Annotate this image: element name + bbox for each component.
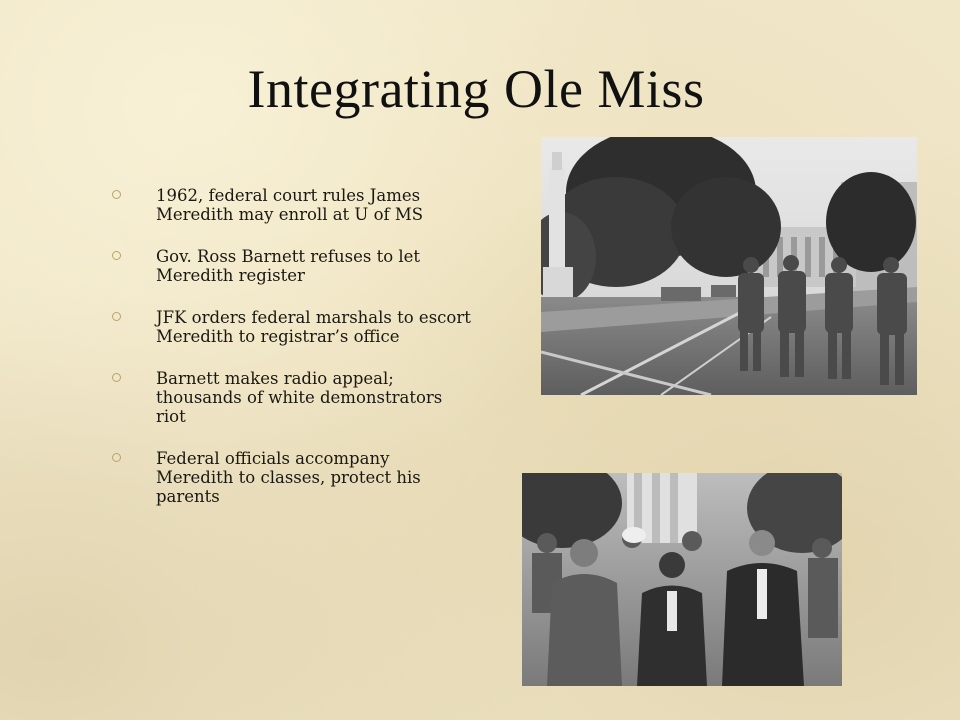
circle-bullet-icon — [112, 373, 121, 382]
bullet-list — [112, 186, 472, 529]
bullet-item — [112, 247, 472, 285]
circle-bullet-icon — [112, 312, 121, 321]
bullet-text: 1962, federal court rules James Meredith may enroll at U of MS — [156, 186, 424, 224]
bullet-text: Federal officials accompany Meredith to classes, protect his parents — [156, 449, 421, 506]
circle-bullet-icon — [112, 251, 121, 260]
circle-bullet-icon — [112, 190, 121, 199]
bullet-text: Gov. Ross Barnett refuses to let Meredith register — [156, 247, 421, 285]
bullet-item — [112, 308, 472, 346]
bullet-item — [112, 186, 472, 224]
bullet-item — [112, 449, 472, 506]
bullet-item — [112, 369, 472, 426]
bullet-text: Barnett makes radio appeal; thousands of white demonstrators riot — [156, 369, 443, 426]
slide-title: Integrating Ole Miss — [247, 59, 705, 119]
meredith-escort-photo — [522, 473, 842, 686]
soldiers-campus-photo — [541, 137, 917, 395]
circle-bullet-icon — [112, 453, 121, 462]
bullet-text: JFK orders federal marshals to escort Meredith to registrar’s office — [156, 308, 471, 346]
